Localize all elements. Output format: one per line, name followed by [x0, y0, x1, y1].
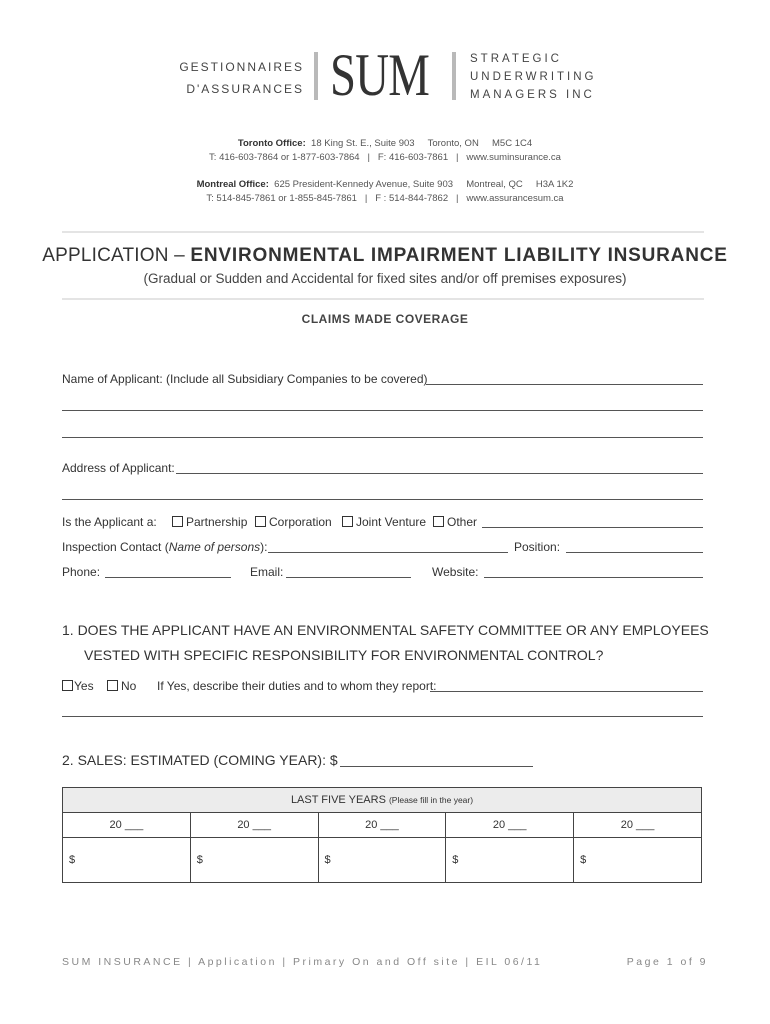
corporation-checkbox[interactable]: [255, 516, 266, 527]
q1-describe-label: If Yes, describe their duties and to whom they report:: [157, 679, 437, 693]
sales-history-table: [62, 787, 702, 883]
logo-left-line1: GESTIONNAIRES: [179, 60, 304, 74]
q1-yes-option[interactable]: [62, 679, 94, 693]
montreal-address: 625 President-Kennedy Avenue, Suite 903 Montreal, QC H3A 1K2: [274, 179, 574, 190]
year-cell-3[interactable]: 20 ___: [318, 813, 446, 838]
year-cell-4[interactable]: 20 ___: [446, 813, 574, 838]
applicant-address-field[interactable]: [176, 473, 703, 474]
joint-venture-checkbox[interactable]: [342, 516, 353, 527]
phone-field[interactable]: [105, 577, 231, 578]
q1-no-checkbox[interactable]: [107, 680, 118, 691]
joint-venture-label: Joint Venture: [356, 515, 427, 529]
page-subtitle: (Gradual or Sudden and Accidental for fixed sites and/or off premises exposures): [143, 271, 627, 286]
applicant-name-field-line2[interactable]: [62, 410, 703, 411]
sales-value-cell-4[interactable]: $: [446, 838, 574, 883]
estimated-sales-field[interactable]: [340, 766, 533, 767]
applicant-address-field-line2[interactable]: [62, 499, 703, 500]
logo-divider-left: [314, 52, 318, 100]
logo-divider-right: [452, 52, 456, 100]
q1-no-option[interactable]: [107, 679, 136, 693]
toronto-office: [0, 137, 770, 165]
footer-page-number: Page 1 of 9: [626, 956, 708, 968]
year-cell-5[interactable]: 20 ___: [574, 813, 702, 838]
page-title: [0, 245, 770, 267]
year-row: [63, 813, 702, 838]
partnership-checkbox[interactable]: [172, 516, 183, 527]
email-field[interactable]: [286, 577, 411, 578]
toronto-contact: T: 416-603-7864 or 1-877-603-7864 | F: 416-603-7861 | www.suminsurance.ca: [209, 152, 561, 163]
position-label: Position:: [514, 540, 561, 554]
montreal-contact: T: 514-845-7861 or 1-855-845-7861 | F : 514-844-7862 | www.assurancesum.ca: [206, 193, 564, 204]
website-label: Website:: [432, 565, 479, 579]
logo-right-line2: UNDERWRITING: [470, 71, 597, 83]
year-cell-1[interactable]: 20 ___: [63, 813, 191, 838]
toronto-label: Toronto Office:: [237, 138, 306, 149]
sales-value-cell-3[interactable]: $: [318, 838, 446, 883]
applicant-type-label: Is the Applicant a:: [62, 515, 157, 529]
sales-value-row: [63, 838, 702, 883]
other-checkbox[interactable]: [433, 516, 444, 527]
applicant-name-label: Name of Applicant: (Include all Subsidiary Companies to be covered): [62, 372, 428, 386]
corporation-label: Corporation: [269, 515, 332, 529]
q1-describe-field[interactable]: [430, 691, 703, 692]
question-2-sales: 2. SALES: ESTIMATED (COMING YEAR): $: [62, 752, 338, 768]
sales-value-cell-2[interactable]: $: [190, 838, 318, 883]
position-field[interactable]: [566, 552, 703, 553]
montreal-label: Montreal Office:: [196, 179, 269, 190]
inspection-contact-field[interactable]: [268, 552, 508, 553]
logo-english-name: [470, 50, 597, 104]
applicant-name-field[interactable]: [426, 384, 703, 385]
logo-right-line1: STRATEGIC: [470, 53, 562, 65]
inspection-label-italic: Name of persons: [168, 540, 261, 554]
sales-table-title: [63, 788, 702, 813]
other-label: Other: [447, 515, 478, 529]
website-field[interactable]: [484, 577, 703, 578]
inspection-contact-label: [62, 540, 267, 554]
logo-french-name: [172, 56, 304, 100]
logo-right-line3: MANAGERS INC: [470, 89, 595, 101]
header-divider: [62, 231, 704, 233]
q1-yes-label: Yes: [74, 679, 94, 693]
title-divider: [62, 298, 704, 300]
logo-left-line2: D'ASSURANCES: [186, 82, 304, 96]
year-cell-2[interactable]: 20 ___: [190, 813, 318, 838]
q1-no-label: No: [121, 679, 137, 693]
sales-table-header: [63, 788, 702, 813]
question-1-line1: 1. DOES THE APPLICANT HAVE AN ENVIRONMENTAL SAFETY COMMITTEE OR ANY EMPLOYEES: [62, 622, 709, 638]
partnership-label: Partnership: [186, 515, 248, 529]
other-type-field[interactable]: [482, 527, 703, 528]
type-partnership[interactable]: [172, 515, 247, 529]
logo-sum: SUM: [330, 42, 430, 108]
inspection-label-close: ):: [260, 540, 268, 554]
inspection-label-text: Inspection Contact (: [62, 540, 169, 554]
type-other[interactable]: [433, 515, 477, 529]
type-joint-venture[interactable]: [342, 515, 426, 529]
q1-describe-field-line2[interactable]: [62, 716, 703, 717]
title-main: ENVIRONMENTAL IMPAIRMENT LIABILITY INSURANCE: [190, 245, 728, 266]
footer-document-info: SUM INSURANCE | Application | Primary On and Off site | EIL 06/11: [62, 956, 543, 968]
sales-value-cell-5[interactable]: $: [574, 838, 702, 883]
applicant-name-field-line3[interactable]: [62, 437, 703, 438]
phone-label: Phone:: [62, 565, 101, 579]
montreal-office: [0, 178, 770, 206]
last-five-years-label: LAST FIVE YEARS: [290, 794, 386, 806]
title-prefix: APPLICATION –: [42, 245, 191, 266]
coverage-heading: CLAIMS MADE COVERAGE: [301, 312, 469, 326]
applicant-address-label: Address of Applicant:: [62, 461, 175, 475]
type-corporation[interactable]: [255, 515, 332, 529]
sales-value-cell-1[interactable]: $: [63, 838, 191, 883]
q1-yes-checkbox[interactable]: [62, 680, 73, 691]
email-label: Email:: [250, 565, 284, 579]
fill-year-note: (Please fill in the year): [388, 795, 474, 805]
question-1-line2: VESTED WITH SPECIFIC RESPONSIBILITY FOR ENVIRONMENTAL CONTROL?: [84, 647, 604, 663]
toronto-address: 18 King St. E., Suite 903 Toronto, ON M5C 1C4: [311, 138, 533, 149]
